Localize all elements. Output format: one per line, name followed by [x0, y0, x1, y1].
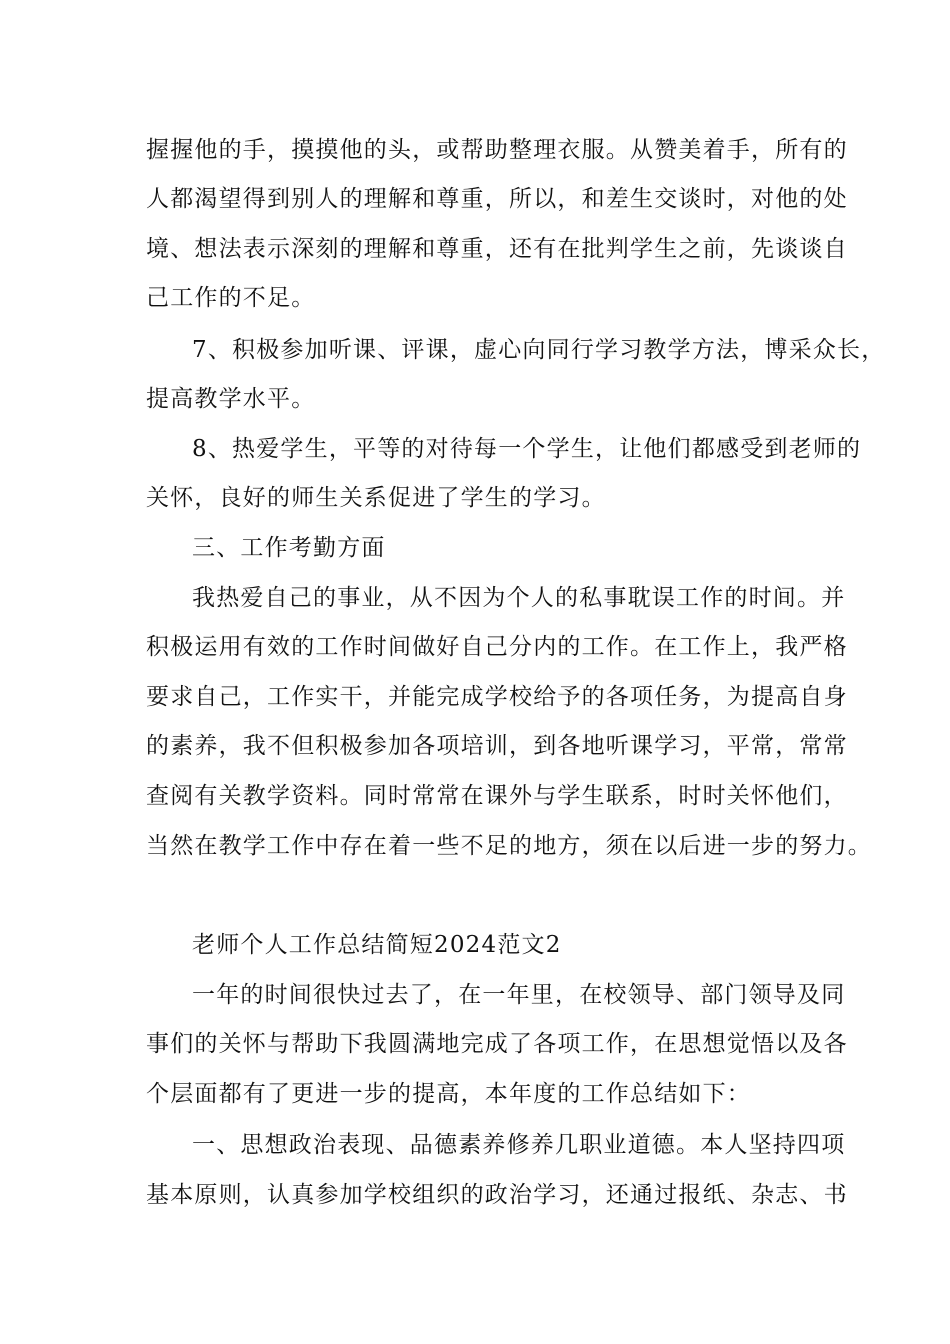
text-line: 8、热爱学生，平等的对待每一个学生，让他们都感受到老师的: [192, 436, 862, 462]
text-line: 提高教学水平。: [146, 386, 316, 412]
text-line: 7、积极参加听课、评课，虚心向同行学习教学方法，博采众长，: [192, 337, 886, 363]
text-line: 查阅有关教学资料。同时常常在课外与学生联系，时时关怀他们，: [146, 783, 848, 809]
text-line: 要求自己，工作实干，并能完成学校给予的各项任务，为提高自身: [146, 684, 848, 710]
article-title: 老师个人工作总结简短2024范文2: [192, 932, 562, 958]
text-line: 关怀，良好的师生关系促进了学生的学习。: [146, 485, 606, 511]
text-line: 一年的时间很快过去了，在一年里，在校领导、部门领导及同: [192, 982, 846, 1008]
text-line: 积极运用有效的工作时间做好自己分内的工作。在工作上，我严格: [146, 634, 848, 660]
text-line: 基本原则，认真参加学校组织的政治学习，还通过报纸、杂志、书: [146, 1182, 848, 1208]
text-line: 的素养，我不但积极参加各项培训，到各地听课学习，平常，常常: [146, 733, 848, 759]
text-line: 个层面都有了更进一步的提高，本年度的工作总结如下：: [146, 1081, 751, 1107]
text-line: 我热爱自己的事业，从不因为个人的私事耽误工作的时间。并: [192, 585, 846, 611]
text-line: 己工作的不足。: [146, 285, 316, 311]
text-line: 一、思想政治表现、品德素养修养几职业道德。本人坚持四项: [192, 1132, 846, 1158]
text-line: 当然在教学工作中存在着一些不足的地方，须在以后进一步的努力。: [146, 833, 872, 859]
section-heading: 三、工作考勤方面: [192, 535, 386, 561]
text-line: 握握他的手，摸摸他的头，或帮助整理衣服。从赞美着手，所有的: [146, 137, 848, 163]
text-line: 境、想法表示深刻的理解和尊重，还有在批判学生之前，先谈谈自: [146, 236, 848, 262]
text-line: 事们的关怀与帮助下我圆满地完成了各项工作，在思想觉悟以及各: [146, 1031, 848, 1057]
text-line: 人都渴望得到别人的理解和尊重，所以，和差生交谈时，对他的处: [146, 186, 848, 212]
